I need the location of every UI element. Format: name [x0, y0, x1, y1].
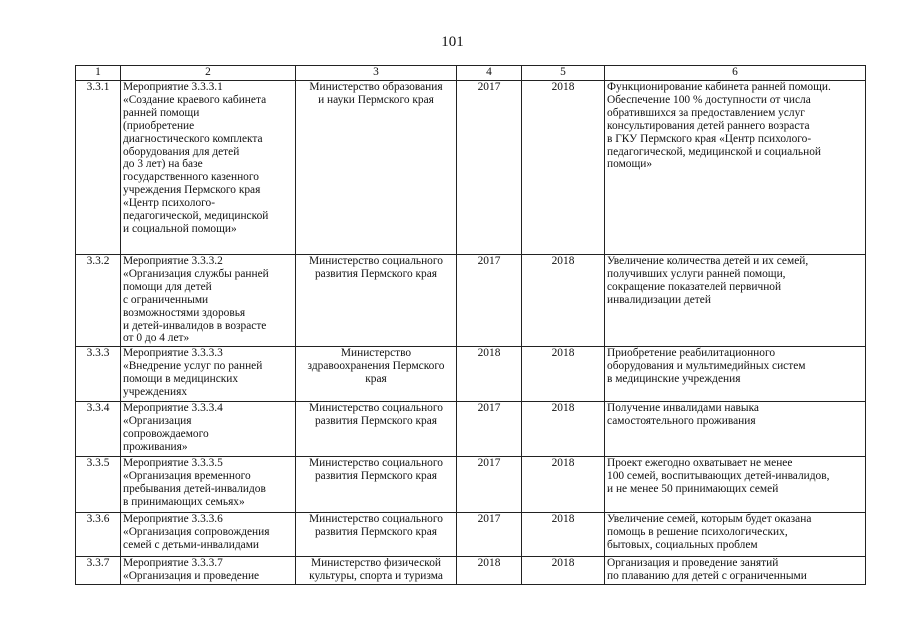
table-row [76, 347, 866, 402]
event-name: Мероприятие 3.3.3.2 «Организация службы ранней помощи для детей с ограниченными возможностями здоровья и детей-инвалидов в возрасте от 0 до 4 лет» [123, 255, 269, 345]
event-name: Мероприятие 3.3.3.3 «Внедрение услуг по ранней помощи в медицинских учреждениях [123, 347, 263, 398]
event-name: Мероприятие 3.3.3.7 «Организация и проведение [123, 557, 260, 582]
row-number: 3.3.2 [76, 255, 121, 347]
start-year: 2017 [457, 81, 522, 255]
expected-result: Приобретение реабилитационного оборудования и мультимедийных систем в медицинские учреждения [607, 347, 806, 385]
column-header: 6 [605, 66, 866, 81]
start-year: 2018 [457, 347, 522, 402]
row-number: 3.3.6 [76, 513, 121, 557]
start-year: 2017 [457, 402, 522, 457]
expected-result: Увеличение семей, которым будет оказана помощь в решение психологических, бытовых, социальных проблем [607, 513, 812, 551]
responsible-ministry: Министерство социального развития Пермского края [309, 513, 443, 538]
responsible-ministry: Министерство социального развития Пермского края [309, 402, 443, 427]
table-row [76, 557, 866, 585]
expected-result: Увеличение количества детей и их семей, получивших услуги ранней помощи, сокращение показателей первичной инвалидизации детей [607, 255, 809, 306]
responsible-ministry: Министерство социального развития Пермского края [309, 457, 443, 482]
expected-result: Функционирование кабинета ранней помощи. Обеспечение 100 % доступности от числа обратившихся за предоставлением услуг консультирования детей раннего возраста в ГКУ Пермского края «Центр психолого- педагогической, медицинской и социальной помощи» [607, 81, 831, 171]
table-row [76, 402, 866, 457]
start-year: 2017 [457, 457, 522, 513]
program-events-table [75, 65, 866, 585]
end-year: 2018 [522, 557, 605, 585]
expected-result: Организация и проведение занятий по плаванию для детей с ограниченными [607, 557, 807, 582]
column-header: 2 [121, 66, 296, 81]
row-number: 3.3.1 [76, 81, 121, 255]
responsible-ministry: Министерство образования и науки Пермского края [309, 81, 443, 106]
responsible-ministry: Министерство социального развития Пермского края [309, 255, 443, 280]
header-row [76, 66, 866, 81]
responsible-ministry: Министерство физической культуры, спорта и туризма [309, 557, 443, 582]
end-year: 2018 [522, 255, 605, 347]
row-number: 3.3.5 [76, 457, 121, 513]
page-number: 101 [441, 34, 464, 50]
responsible-ministry: Министерство здравоохранения Пермского края [307, 347, 445, 385]
start-year: 2017 [457, 255, 522, 347]
expected-result: Получение инвалидами навыка самостоятельного проживания [607, 402, 759, 427]
expected-result: Проект ежегодно охватывает не менее 100 семей, воспитывающих детей-инвалидов, и не менее 50 принимающих семей [607, 457, 830, 495]
event-name: Мероприятие 3.3.3.1 «Создание краевого кабинета ранней помощи (приобретение диагностического комплекта оборудования для детей до 3 лет) на базе государственного казенного учреждения Пермского края «Центр психолого- педагогической, медицинской и социальной помощи» [123, 81, 269, 235]
table-row [76, 255, 866, 347]
table-row [76, 457, 866, 513]
column-header: 1 [76, 66, 121, 81]
column-header: 5 [522, 66, 605, 81]
column-header: 3 [296, 66, 457, 81]
table-row [76, 81, 866, 255]
end-year: 2018 [522, 347, 605, 402]
event-name: Мероприятие 3.3.3.5 «Организация временного пребывания детей-инвалидов в принимающих семьях» [123, 457, 266, 508]
end-year: 2018 [522, 513, 605, 557]
end-year: 2018 [522, 81, 605, 255]
event-name: Мероприятие 3.3.3.4 «Организация сопровождаемого проживания» [123, 402, 223, 453]
row-number: 3.3.4 [76, 402, 121, 457]
column-header: 4 [457, 66, 522, 81]
row-number: 3.3.3 [76, 347, 121, 402]
table-row [76, 513, 866, 557]
row-number: 3.3.7 [76, 557, 121, 585]
event-name: Мероприятие 3.3.3.6 «Организация сопровождения семей с детьми-инвалидами [123, 513, 270, 551]
end-year: 2018 [522, 402, 605, 457]
end-year: 2018 [522, 457, 605, 513]
start-year: 2018 [457, 557, 522, 585]
start-year: 2017 [457, 513, 522, 557]
